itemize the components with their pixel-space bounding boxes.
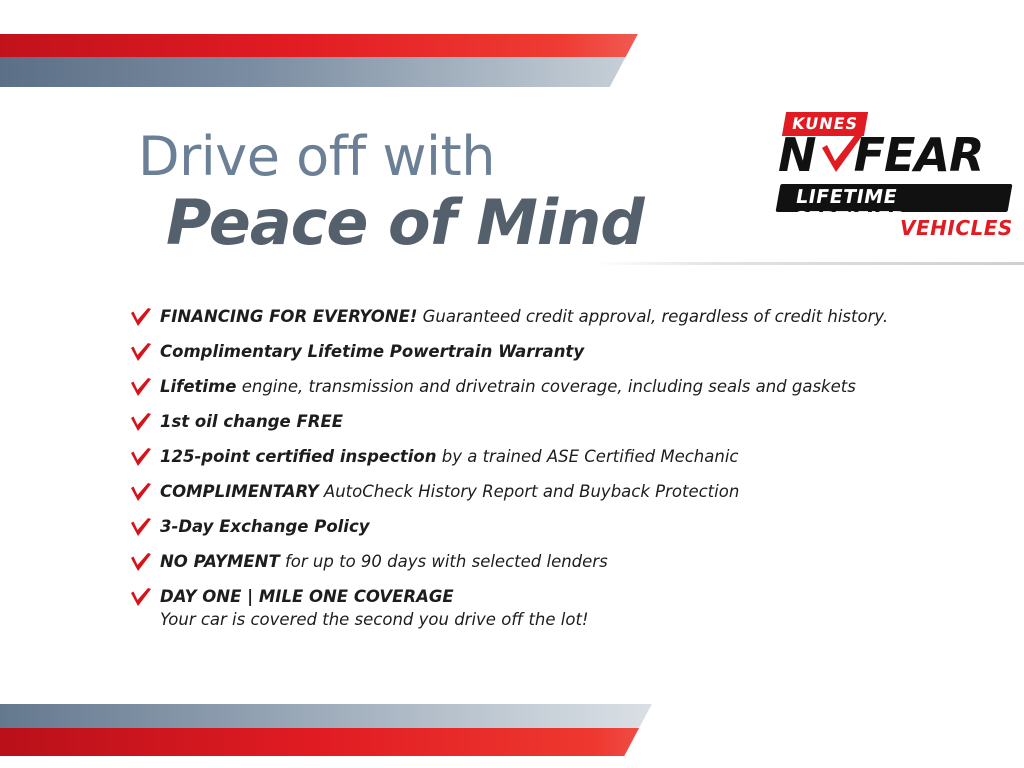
list-item-bold: 125-point certified inspection xyxy=(160,447,437,466)
headline-line-1: Drive off with xyxy=(138,125,495,188)
list-item-bold: DAY ONE | MILE ONE COVERAGE xyxy=(160,587,454,606)
check-mark-icon xyxy=(130,413,152,433)
check-mark-icon xyxy=(130,483,152,503)
kunes-no-fear-logo xyxy=(772,104,1012,252)
list-item-bold: 3-Day Exchange Policy xyxy=(160,517,370,536)
check-mark-icon xyxy=(130,553,152,573)
list-item xyxy=(130,376,930,398)
list-item-text xyxy=(160,376,856,397)
check-mark-icon xyxy=(130,518,152,538)
list-item xyxy=(130,306,930,328)
list-item-rest: by a trained ASE Certified Mechanic xyxy=(436,447,739,466)
logo-nofear-text xyxy=(778,128,984,182)
list-item-bold: Lifetime xyxy=(160,377,237,396)
check-mark-icon xyxy=(130,378,152,398)
list-item xyxy=(130,446,930,468)
list-item-text xyxy=(160,551,608,572)
top-banner xyxy=(0,0,1024,92)
list-item-text xyxy=(160,446,738,467)
headline-block xyxy=(138,125,758,259)
list-item-rest: for up to 90 days with selected lenders xyxy=(279,552,608,571)
list-item-rest: Guaranteed credit approval, regardless of credit history. xyxy=(417,307,889,326)
list-item-text xyxy=(160,481,739,502)
list-item-bold: 1st oil change FREE xyxy=(160,412,343,431)
check-mark-icon xyxy=(130,448,152,468)
logo-vehicles-label: VEHICLES xyxy=(900,216,1013,240)
list-item xyxy=(130,341,930,363)
list-item-bold: NO PAYMENT xyxy=(160,552,280,571)
list-item-rest: engine, transmission and drivetrain coverage, including seals and gaskets xyxy=(236,377,856,396)
check-mark-icon xyxy=(818,134,866,180)
benefits-list xyxy=(130,306,930,644)
list-item-bold: COMPLIMENTARY xyxy=(160,482,319,501)
logo-bar-label: LIFETIME CERTIFIED xyxy=(790,186,909,230)
list-item-rest: AutoCheck History Report and Buyback Protection xyxy=(318,482,740,501)
list-item-text xyxy=(160,411,343,432)
list-item xyxy=(130,551,930,573)
list-item xyxy=(130,586,930,631)
list-item-stacked xyxy=(160,586,589,631)
headline-line-2: Peace of Mind xyxy=(166,186,644,259)
list-item xyxy=(130,516,930,538)
list-item-text xyxy=(160,341,584,362)
top-white-wedge xyxy=(608,30,1024,90)
bottom-white-wedge xyxy=(620,688,1024,764)
check-mark-icon xyxy=(130,343,152,363)
list-item-text xyxy=(160,306,888,327)
list-item-bold: Complimentary Lifetime Powertrain Warranty xyxy=(160,342,585,361)
header-divider xyxy=(0,262,1024,265)
list-item-text xyxy=(160,516,370,537)
list-item-text xyxy=(160,587,454,606)
logo-fear-text: FEAR xyxy=(853,128,984,182)
logo-n-letter: N xyxy=(778,128,816,182)
list-item xyxy=(130,481,930,503)
check-mark-icon xyxy=(130,308,152,328)
check-mark-icon xyxy=(130,588,152,608)
list-item-subtext: Your car is covered the second you drive off the lot! xyxy=(160,610,589,629)
bottom-banner xyxy=(0,688,1024,768)
list-item xyxy=(130,411,930,433)
list-item-bold: FINANCING FOR EVERYONE! xyxy=(160,307,418,326)
logo-brand-tag: KUNES xyxy=(782,112,868,136)
